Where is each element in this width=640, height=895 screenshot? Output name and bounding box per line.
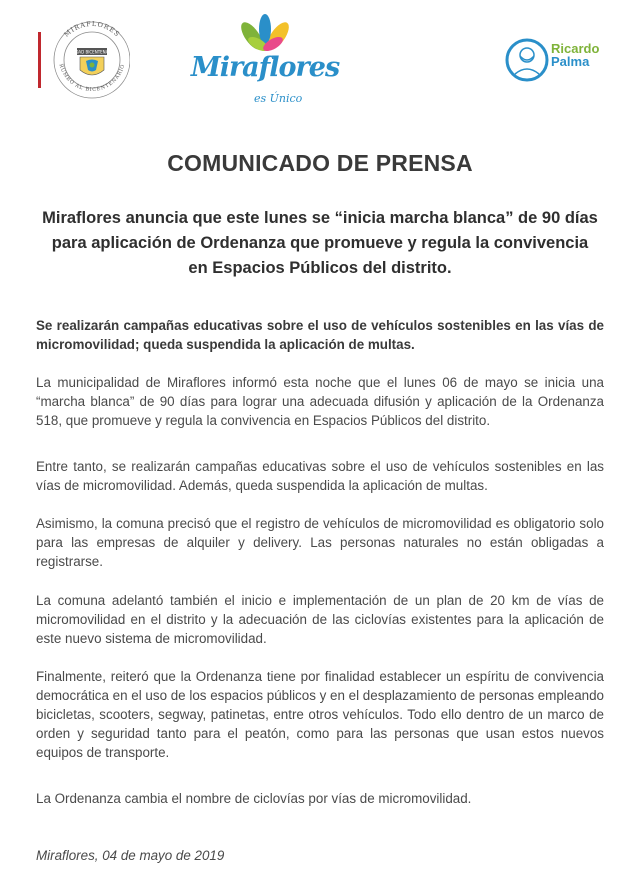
partner-name-line2: Palma	[551, 54, 590, 69]
leaf-flower-icon	[190, 12, 340, 57]
miraflores-brand-logo	[190, 12, 340, 107]
body-paragraph-6: La Ordenanza cambia el nombre de ciclovías por vías de micromovilidad.	[36, 791, 472, 806]
municipal-seal-logo	[30, 14, 130, 104]
svg-text:CIUDAD BICENTENARIO: CIUDAD BICENTENARIO	[68, 49, 116, 55]
brand-wordmark: Miraflores	[190, 52, 340, 83]
svg-text:MIRAFLORES: MIRAFLORES	[62, 19, 122, 39]
partner-name-line1: Ricardo	[551, 41, 600, 56]
portrait-icon	[505, 38, 549, 82]
brand-tagline: es Único	[254, 92, 303, 105]
lead-paragraph: Se realizarán campañas educativas sobre el uso de vehículos sostenibles en las vías de micromovilidad; queda suspendida la aplicación de multas.	[36, 318, 604, 352]
body-paragraph-5: Finalmente, reiteró que la Ordenanza tiene por finalidad establecer un espíritu de convivencia democrática en el uso de los espacios públicos y en el desplazamiento de personas empleando bicicletas, scooters, segway, patinetas, entre otros vehículos. Todo ello dentro de un marco de orden y seguridad tanto para el peatón, como para las personas que usan estos nuevos equipos de transporte.	[36, 669, 604, 760]
body-paragraph-2: Entre tanto, se realizarán campañas educativas sobre el uso de vehículos sostenibles en las vías de micromovilidad. Además, queda suspendida la aplicación de multas.	[36, 459, 604, 493]
date-line: Miraflores, 04 de mayo de 2019	[36, 848, 225, 863]
svg-text:RUMBO AL BICENTENARIO: RUMBO AL BICENTENARIO	[57, 63, 127, 94]
document-subtitle: Miraflores anuncia que este lunes se “inicia marcha blanca” de 90 días para aplicación de Ordenanza que promueve y regula la convivencia en Espacios Públicos del distrito.	[42, 209, 598, 277]
body-paragraph-3: Asimismo, la comuna precisó que el registro de vehículos de micromovilidad es obligatorio solo para las empresas de alquiler y delivery. Las personas naturales no están obligadas a registrarse.	[36, 516, 604, 569]
document-title: COMUNICADO DE PRENSA	[167, 150, 473, 176]
body-paragraph-1: La municipalidad de Miraflores informó esta noche que el lunes 06 de mayo se inicia una “marcha blanca” de 90 días para lograr una adecuada difusión y aplicación de la Ordenanza 518, que promueve y regula la convivencia en Espacios Públicos del distrito.	[36, 375, 604, 428]
body-paragraph-4: La comuna adelantó también el inicio e implementación de un plan de 20 km de vías de micromovilidad en el distrito y la adecuación de las ciclovías existentes para la aplicación de este nuevo sistema de micromovilidad.	[36, 593, 604, 646]
letterhead	[0, 0, 640, 110]
ricardo-palma-logo	[505, 38, 615, 83]
